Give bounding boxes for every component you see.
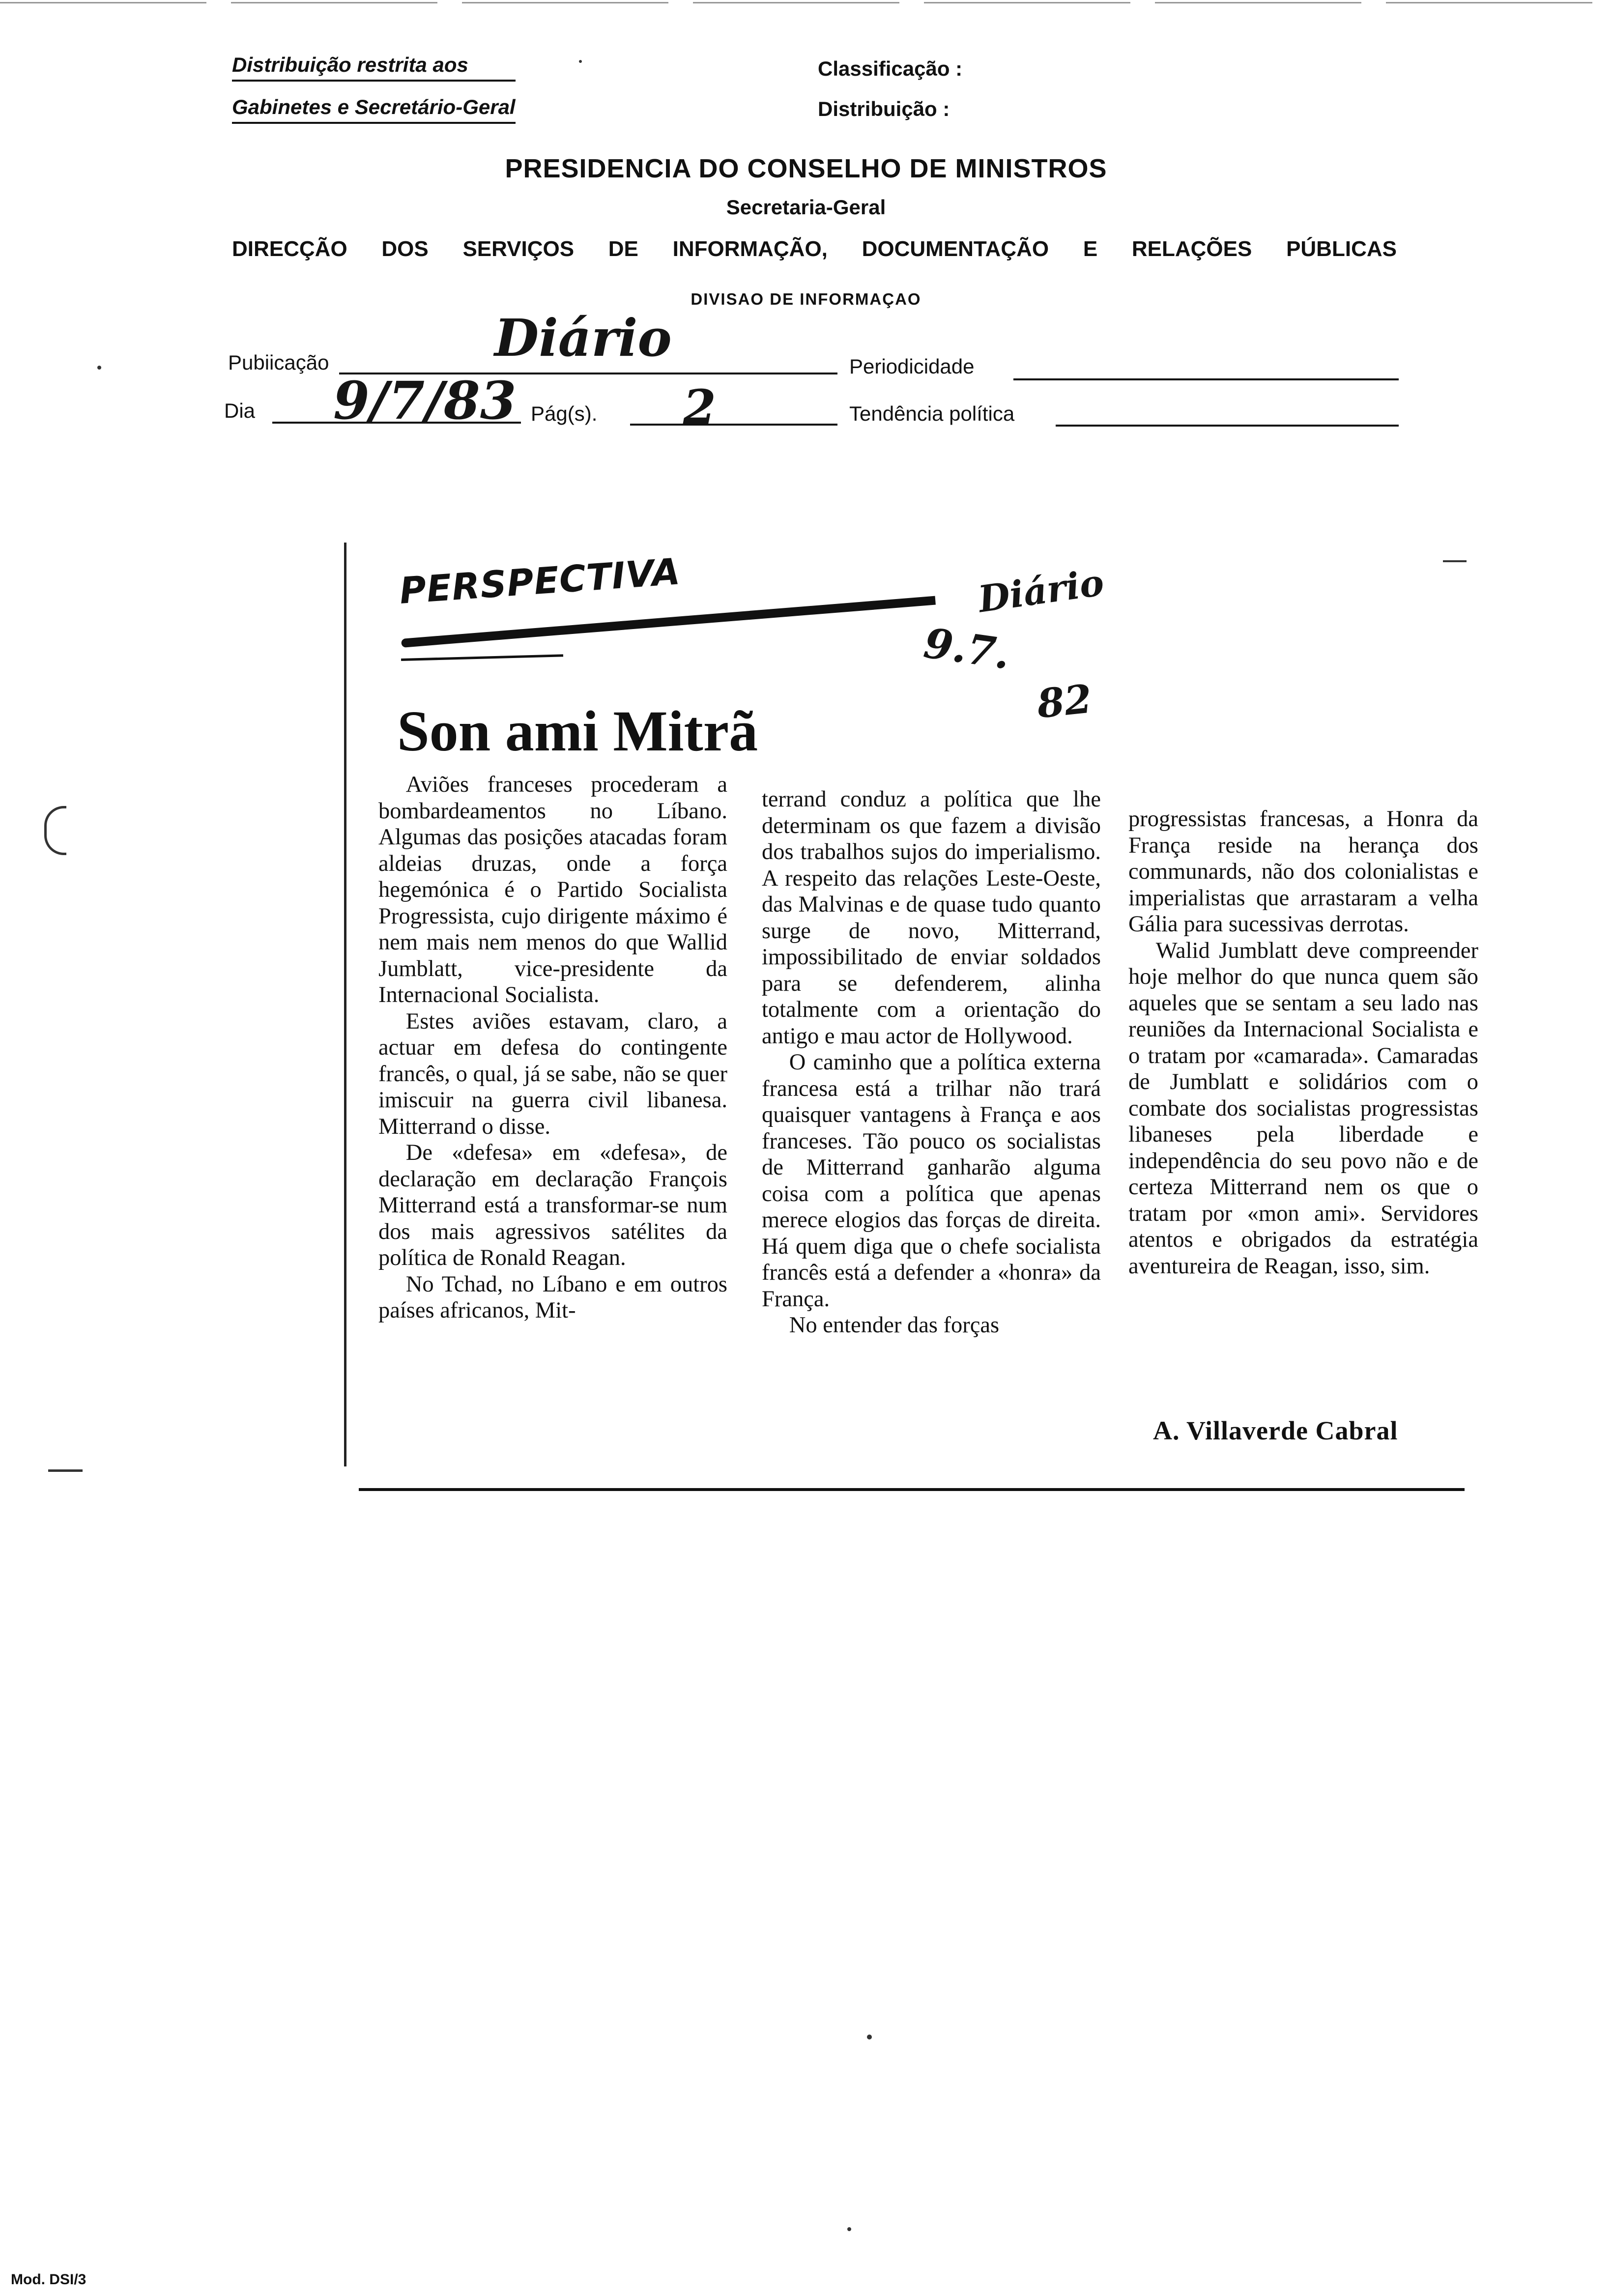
paragraph: No entender das forças <box>789 1313 1000 1338</box>
paragraph: Estes aviões estavam, claro, a actuar em defesa do contingente francês, o qual, já se sabe, não se quer imiscuir na guerra civil libanesa. Mitterrand o disse. <box>378 1008 727 1139</box>
article-headline: Son ami Mitrã <box>397 699 758 763</box>
article-column-3 <box>1128 806 1478 1279</box>
paragraph: terrand conduz a política que lhe determinam os que fazem a divisão dos trabalhos sujos do imperialismo. A respeito das relações Leste-Oeste, das Malvinas e de quase tudo quanto surge de novo, Mitterrand, impossibilitado de enviar soldados para se defenderem, alinha totalmente com a orientação do antigo e mau actor de Hollywood. <box>762 787 1101 1049</box>
scan-mark-bracket <box>44 806 66 855</box>
handwritten-note-line3: 82 <box>1035 675 1094 727</box>
page-title: PRESIDENCIA DO CONSELHO DE MINISTROS <box>505 154 1107 183</box>
tendencia-label: Tendência política <box>849 402 1015 425</box>
scan-speck <box>867 2035 872 2039</box>
distribution-line-1: Distribuição restrita aos <box>232 53 516 82</box>
top-edge-rule <box>0 2 1612 3</box>
paragraph: O caminho que a política externa francesa está a trilhar não trará quaisquer vantagens à França e aos franceses. Tão pouco os socialistas de Mitterrand ganharão alguma coisa com a política que apenas merece elogios das forças de direita. Há quem diga que o chefe socialista francês está a defender a «honra» da França. <box>762 1050 1101 1312</box>
paragraph: progressistas francesas, a Honra da França reside na herança dos communards, não dos colonialistas e imperialistas que arrastaram a velha Gália para sucessivas derrotas. <box>1128 806 1478 937</box>
pags-line <box>630 424 837 426</box>
direccao-word: SERVIÇOS <box>462 237 575 261</box>
direccao-word: PÚBLICAS <box>1286 237 1397 261</box>
periodicidade-label: Periodicidade <box>849 355 975 378</box>
article-byline: A. Villaverde Cabral <box>1153 1416 1398 1445</box>
paragraph: Walid Jumblatt deve compreender hoje melhor do que nunca quem são aqueles que se sentam a seu lado nas reuniões da Internacional Socialista e o tratam por «camarada». Camaradas de Jumblatt e solidários com o combate dos socialistas progressistas libaneses pela liberdade e independência do seu povo não e de certeza Mitterrand nem os que o tratam por «mon ami». Servidores atentos e obrigados da estratégia aventureira de Reagan, isso, sim. <box>1128 938 1478 1279</box>
scan-speck <box>847 2227 851 2231</box>
scan-speck <box>579 60 582 63</box>
scan-mark-dash <box>48 1469 83 1472</box>
paragraph: No Tchad, no Líbano e em outros países africanos, Mit- <box>378 1271 727 1323</box>
clipping-bottom-rule <box>359 1488 1465 1491</box>
publicacao-handwritten: Diário <box>494 308 672 368</box>
direccao-heading <box>232 237 1397 261</box>
handwritten-note-line2: 9.7. <box>921 618 1013 679</box>
direccao-word: DIRECÇÃO <box>232 237 347 261</box>
direccao-word: RELAÇÕES <box>1131 237 1252 261</box>
article-column-2 <box>762 786 1101 1339</box>
direccao-word: DE <box>608 237 638 261</box>
direccao-word: DOCUMENTAÇÃO <box>862 237 1049 261</box>
article-column-1 <box>378 772 727 1324</box>
clipping-left-edge <box>344 543 346 1466</box>
pags-label: Pág(s). <box>531 402 598 425</box>
distribuicao-label: Distribuição : <box>818 97 950 120</box>
tendencia-line <box>1056 425 1399 427</box>
dia-label: Dia <box>224 399 256 422</box>
handwritten-note-line1: Diário <box>976 561 1107 621</box>
section-label <box>398 550 683 612</box>
distribution-note <box>232 53 516 124</box>
dia-handwritten: 9/7/83 <box>333 370 517 431</box>
clipping-corner-mark <box>1443 560 1467 562</box>
pags-handwritten: 2 <box>683 379 716 435</box>
classificacao-label: Classificação : <box>818 57 963 80</box>
direccao-word: E <box>1083 237 1098 261</box>
scan-speck <box>97 366 101 370</box>
divisao-heading: DIVISAO DE INFORMAÇAO <box>691 290 921 308</box>
page-subtitle: Secretaria-Geral <box>726 196 886 219</box>
paragraph: De «defesa» em «defesa», de declaração em declaração François Mitterrand está a transformar-se num dos mais agressivos satélites da política de Ronald Reagan. <box>378 1140 727 1270</box>
direccao-word: DOS <box>381 237 429 261</box>
section-label-underline <box>401 654 563 661</box>
section-label-text: PERSPECTIVA <box>398 550 682 612</box>
distribution-line-2: Gabinetes e Secretário-Geral <box>232 95 516 124</box>
paragraph: Aviões franceses procederam a bombardeamentos no Líbano. Algumas das posições atacadas foram aldeias druzas, onde a força hegemónica é o Partido Socialista Progressista, cujo dirigente máximo é nem mais nem menos do que Wallid Jumblatt, vice-presidente da Internacional Socialista. <box>378 772 727 1007</box>
direccao-word: INFORMAÇÃO, <box>672 237 828 261</box>
form-code: Mod. DSI/3 <box>11 2271 86 2288</box>
periodicidade-line <box>1013 378 1399 380</box>
publicacao-label: Pubiicação <box>228 351 329 374</box>
